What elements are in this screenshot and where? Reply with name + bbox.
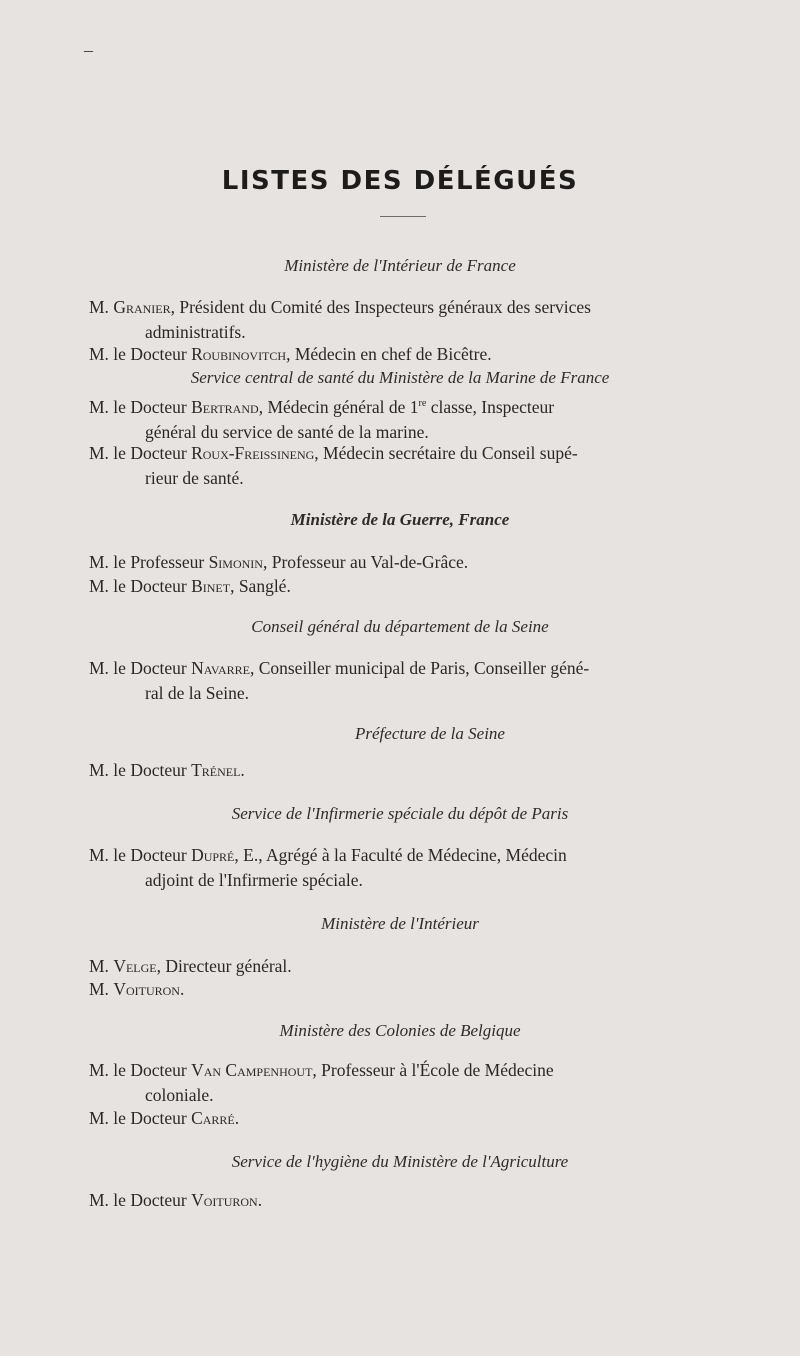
entry-prefix: M. le Docteur <box>89 1060 192 1080</box>
title-rule <box>380 216 426 217</box>
entry-continuation: rieur de santé. <box>145 468 244 488</box>
delegate-name: Voituron <box>191 1190 258 1210</box>
delegate-name: Dupré <box>191 845 235 865</box>
delegate-name: Roubinovitch <box>191 344 287 364</box>
entry-continuation: coloniale. <box>145 1085 214 1105</box>
entry-text: , Médecin secrétaire du Conseil supé- <box>314 443 578 463</box>
delegate-entry <box>89 758 769 783</box>
entry-continuation: adjoint de l'Infirmerie spéciale. <box>145 870 363 890</box>
section-heading: Ministère de l'Intérieur de France <box>284 256 516 275</box>
ordinal-superscript: re <box>418 398 427 409</box>
entry-prefix: M. le Docteur <box>89 845 192 865</box>
section-heading: Service de l'hygiène du Ministère de l'Agriculture <box>231 1152 569 1171</box>
entry-text: . <box>257 1190 263 1210</box>
delegate-name: Voituron <box>113 979 180 999</box>
entry-text: . <box>240 760 245 780</box>
delegate-entry <box>89 295 769 345</box>
entry-prefix: M. le Professeur <box>89 552 209 572</box>
entry-text: , Professeur au Val-de-Grâce. <box>262 552 469 572</box>
page-mark: – <box>84 40 93 60</box>
entry-continuation: administratifs. <box>145 322 246 342</box>
entry-text: , Directeur général. <box>156 956 292 976</box>
entry-text: , Professeur à l'École de Médecine <box>312 1060 554 1080</box>
entry-text: , E., Agrégé à la Faculté de Médecine, Médecin <box>234 845 567 865</box>
delegate-entry <box>89 574 769 599</box>
section-heading: Préfecture de la Seine <box>355 724 505 743</box>
entry-prefix: M. le Docteur <box>89 658 192 678</box>
entry-text: classe, Inspecteur <box>426 396 555 417</box>
entry-text: , Médecin général de 1 <box>258 396 419 417</box>
section-heading: Ministère de la Guerre, France <box>290 510 510 529</box>
delegate-name: Granier <box>113 297 171 317</box>
delegate-entry <box>89 1188 769 1213</box>
section-heading: Ministère des Colonies de Belgique <box>279 1021 521 1040</box>
delegate-entry <box>89 550 769 575</box>
entry-prefix: M. le Docteur <box>89 344 192 364</box>
entry-prefix: M. le Docteur <box>89 396 192 417</box>
entry-text: , Président du Comité des Inspecteurs généraux des services <box>170 297 591 317</box>
delegate-entry <box>89 342 769 367</box>
entry-text: . <box>234 1108 240 1128</box>
entry-text: , Sanglé. <box>230 576 291 596</box>
section-heading: Conseil général du département de la Seine <box>251 617 549 636</box>
delegate-name: Binet <box>191 576 231 596</box>
entry-prefix: M. <box>89 979 114 999</box>
delegate-entry <box>89 391 769 445</box>
delegate-name: Bertrand <box>191 396 259 417</box>
delegate-name: Carré <box>191 1108 235 1128</box>
entry-prefix: M. le Docteur <box>89 760 192 780</box>
entry-text: , Médecin en chef de Bicêtre. <box>286 344 492 364</box>
delegate-entry <box>89 1106 769 1131</box>
entry-prefix: M. le Docteur <box>89 443 192 463</box>
delegate-entry <box>89 954 769 979</box>
entry-prefix: M. le Docteur <box>89 1190 192 1210</box>
entry-prefix: M. <box>89 956 114 976</box>
delegate-name: Simonin <box>208 552 263 572</box>
delegate-name: Navarre <box>191 658 250 678</box>
entry-prefix: M. le Docteur <box>89 1108 192 1128</box>
delegate-name: Van Campenhout <box>191 1060 313 1080</box>
entry-text: , Conseiller municipal de Paris, Conseiller géné- <box>249 658 590 678</box>
entry-prefix: M. <box>89 297 114 317</box>
entry-text: . <box>179 979 185 999</box>
page-title: LISTES DES DÉLÉGUÉS <box>221 166 579 196</box>
entry-prefix: M. le Docteur <box>89 576 192 596</box>
entry-continuation: général du service de santé de la marine. <box>145 421 429 442</box>
delegate-entry <box>89 656 769 706</box>
entry-continuation: ral de la Seine. <box>145 683 249 703</box>
delegate-entry <box>89 1058 769 1108</box>
delegate-name: Trénel <box>191 760 241 780</box>
section-heading: Ministère de l'Intérieur <box>321 914 479 933</box>
delegate-name: Velge <box>113 956 157 976</box>
delegate-entry <box>89 977 769 1002</box>
delegate-entry <box>89 843 769 893</box>
delegate-name: Roux-Freissineng <box>191 443 315 463</box>
delegate-entry <box>89 441 769 491</box>
section-heading: Service de l'Infirmerie spéciale du dépôt de Paris <box>231 804 569 823</box>
section-heading: Service central de santé du Ministère de la Marine de France <box>190 368 610 387</box>
